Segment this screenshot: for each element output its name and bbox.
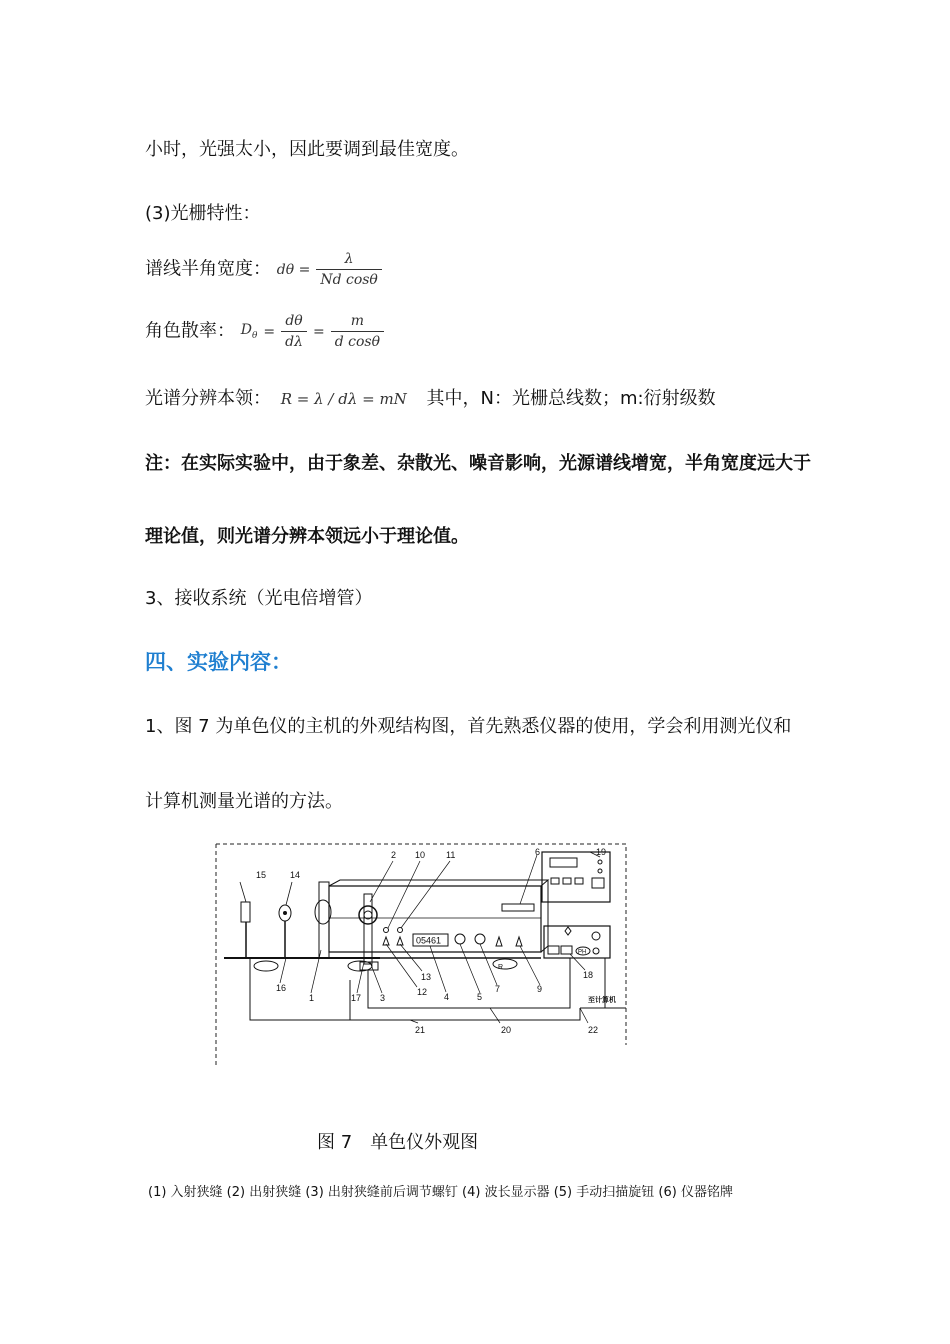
part-number: 6	[535, 847, 541, 857]
scan-knob	[455, 934, 465, 944]
knob	[384, 928, 389, 933]
section-heading: 四、实验内容：	[145, 650, 292, 674]
monochromator-diagram	[210, 840, 630, 1070]
part-number: 11	[446, 850, 456, 860]
half-width-formula	[277, 252, 382, 287]
text: 其中，N：光栅总线数；m:衍射级数	[426, 388, 716, 409]
numerator: λ	[344, 251, 354, 267]
text-line: (3)光栅特性：	[145, 203, 261, 224]
part-number: 19	[596, 847, 607, 857]
numerator: dθ	[285, 313, 303, 329]
text-line: 小时，光强太小，因此要调到最佳宽度。	[145, 139, 469, 160]
control-box-tag: PH	[578, 949, 587, 956]
cable	[350, 1008, 580, 1020]
rail-foot	[254, 961, 278, 971]
label: 光谱分辨本领：	[145, 388, 271, 409]
part-number: 1	[309, 993, 315, 1003]
label: 角色散率：	[145, 320, 235, 342]
part-number: 17	[351, 993, 362, 1003]
denominator: dλ	[281, 331, 307, 349]
body-foot	[493, 959, 517, 969]
display-value: 05461	[416, 935, 442, 946]
resolution-line	[145, 390, 716, 408]
part-number: 16	[276, 983, 287, 993]
text-line: 3、接收系统（光电倍增管）	[145, 588, 373, 609]
entrance-slit	[319, 882, 329, 958]
denominator: d cosθ	[331, 331, 384, 349]
exit-slit	[364, 894, 372, 964]
fraction	[316, 252, 382, 287]
note-line: 理论值，则光谱分辨本领远小于理论值。	[145, 526, 469, 547]
part-number: 14	[290, 870, 301, 880]
part-number: 10	[415, 850, 426, 860]
part-number: 12	[417, 987, 428, 997]
part-number: 18	[583, 970, 594, 980]
dispersion-formula	[241, 314, 384, 349]
knob-r-label: R	[498, 964, 504, 971]
knob	[475, 934, 485, 944]
part-number: 7	[495, 984, 501, 994]
part-number: 3	[380, 993, 386, 1003]
equals: =	[312, 323, 325, 340]
figure-caption: 图 7 单色仪外观图	[317, 1132, 479, 1153]
numerator: m	[350, 313, 364, 329]
photometer	[542, 852, 610, 902]
label: 谱线半角宽度：	[145, 258, 271, 280]
figure-legend: (1) 入射狭缝 (2) 出射狭缝 (3) 出射狭缝前后调节螺钉 (4) 波长显示器 (5) 手动扫描旋钮 (6) 仪器铭牌	[148, 1185, 733, 1200]
resolution-formula: R = λ / dλ = mN	[280, 390, 407, 408]
knob	[398, 928, 403, 933]
text-line: 计算机测量光谱的方法。	[145, 791, 343, 812]
formula-lhs: $D_\theta$	[240, 321, 258, 341]
light-source	[241, 902, 250, 922]
part-number: 15	[256, 870, 267, 880]
equals: =	[263, 323, 276, 340]
part-number: 9	[537, 984, 543, 994]
half-width-line	[145, 252, 382, 287]
part-number: 4	[444, 992, 450, 1002]
nameplate	[502, 904, 534, 911]
part-number: 2	[391, 850, 397, 860]
text-line: 1、图 7 为单色仪的主机的外观结构图，首先熟悉仪器的使用，学会利用测光仪和	[145, 716, 792, 737]
fraction	[331, 314, 384, 349]
note-line: 注：在实际实验中，由于象差、杂散光、噪音影响，光源谱线增宽，半角宽度远大于	[145, 453, 811, 474]
formula-lhs: dθ =	[276, 261, 311, 278]
part-number: 20	[501, 1025, 512, 1035]
part-number: 21	[415, 1025, 426, 1035]
part-number: 22	[588, 1025, 599, 1035]
part-number: 13	[421, 972, 432, 982]
cable	[250, 958, 350, 1020]
computer-label: 至计算机	[588, 997, 616, 1004]
denominator: Nd cosθ	[316, 269, 382, 287]
dispersion-line	[145, 314, 384, 349]
part-number: 5	[477, 992, 483, 1002]
fraction	[281, 314, 307, 349]
